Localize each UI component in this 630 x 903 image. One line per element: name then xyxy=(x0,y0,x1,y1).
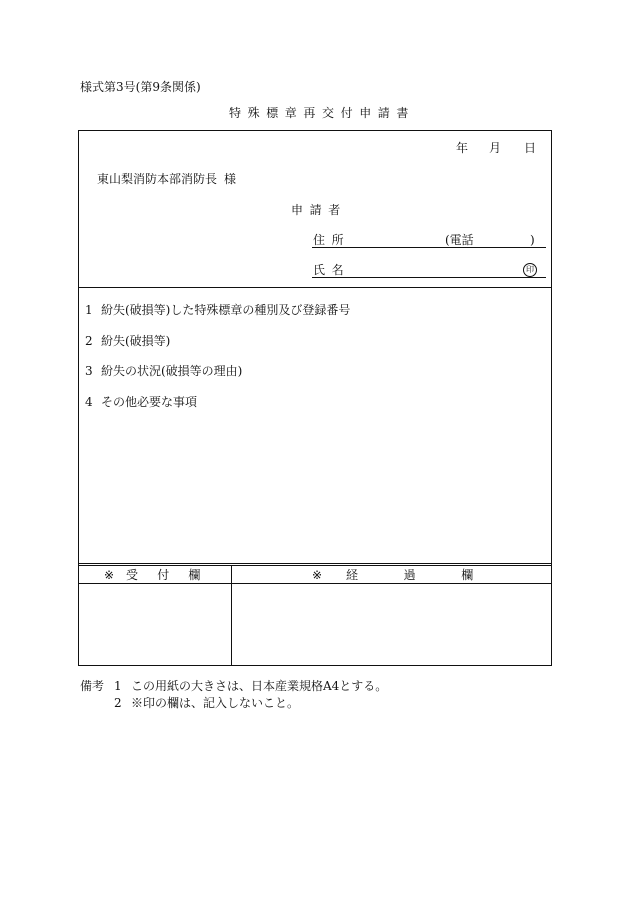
form-number: 様式第3号(第9条関係) xyxy=(80,80,201,94)
progress-label: 経過欄 xyxy=(346,568,519,582)
item-number: 4 xyxy=(85,395,93,409)
note-text: ※印の欄は、記入しないこと。 xyxy=(131,696,300,710)
address-label: 住所 xyxy=(313,233,351,247)
item-label: 紛失の状況(破損等の理由) xyxy=(101,364,243,378)
phone-close-label: ) xyxy=(530,233,535,247)
note-number: 1 xyxy=(114,679,122,693)
header-underline xyxy=(79,583,551,584)
item-number: 3 xyxy=(85,364,93,378)
column-divider xyxy=(231,566,232,665)
phone-open-label: (電話 xyxy=(445,233,474,247)
notes-heading: 備考 xyxy=(80,679,105,693)
reception-mark: ※ xyxy=(104,568,115,582)
note-text: この用紙の大きさは、日本産業規格A4とする。 xyxy=(131,679,388,693)
progress-mark: ※ xyxy=(312,568,323,582)
date-day-label: 日 xyxy=(524,141,537,155)
seal-mark: 印 xyxy=(523,263,537,277)
name-field-line[interactable] xyxy=(312,277,546,278)
address-field-line[interactable] xyxy=(312,247,546,248)
honorific: 様 xyxy=(224,172,237,186)
date-year-label: 年 xyxy=(456,141,469,155)
reception-divider xyxy=(79,563,551,566)
applicant-heading: 申請者 xyxy=(291,203,347,217)
note-number: 2 xyxy=(114,696,122,710)
item-label: 紛失(破損等)した特殊標章の種別及び登録番号 xyxy=(101,303,351,317)
section-divider xyxy=(79,287,551,288)
document-title: 特殊標章再交付申請書 xyxy=(229,106,416,120)
item-label: その他必要な事項 xyxy=(101,395,198,409)
progress-field[interactable] xyxy=(233,585,550,665)
reception-field[interactable] xyxy=(80,585,230,665)
reception-label: 受付欄 xyxy=(126,568,220,582)
item-label: 紛失(破損等) xyxy=(101,334,171,348)
item-number: 1 xyxy=(85,303,93,317)
item-number: 2 xyxy=(85,334,93,348)
name-label: 氏名 xyxy=(313,263,351,277)
addressee: 東山梨消防本部消防長 xyxy=(97,172,218,186)
date-month-label: 月 xyxy=(489,141,502,155)
